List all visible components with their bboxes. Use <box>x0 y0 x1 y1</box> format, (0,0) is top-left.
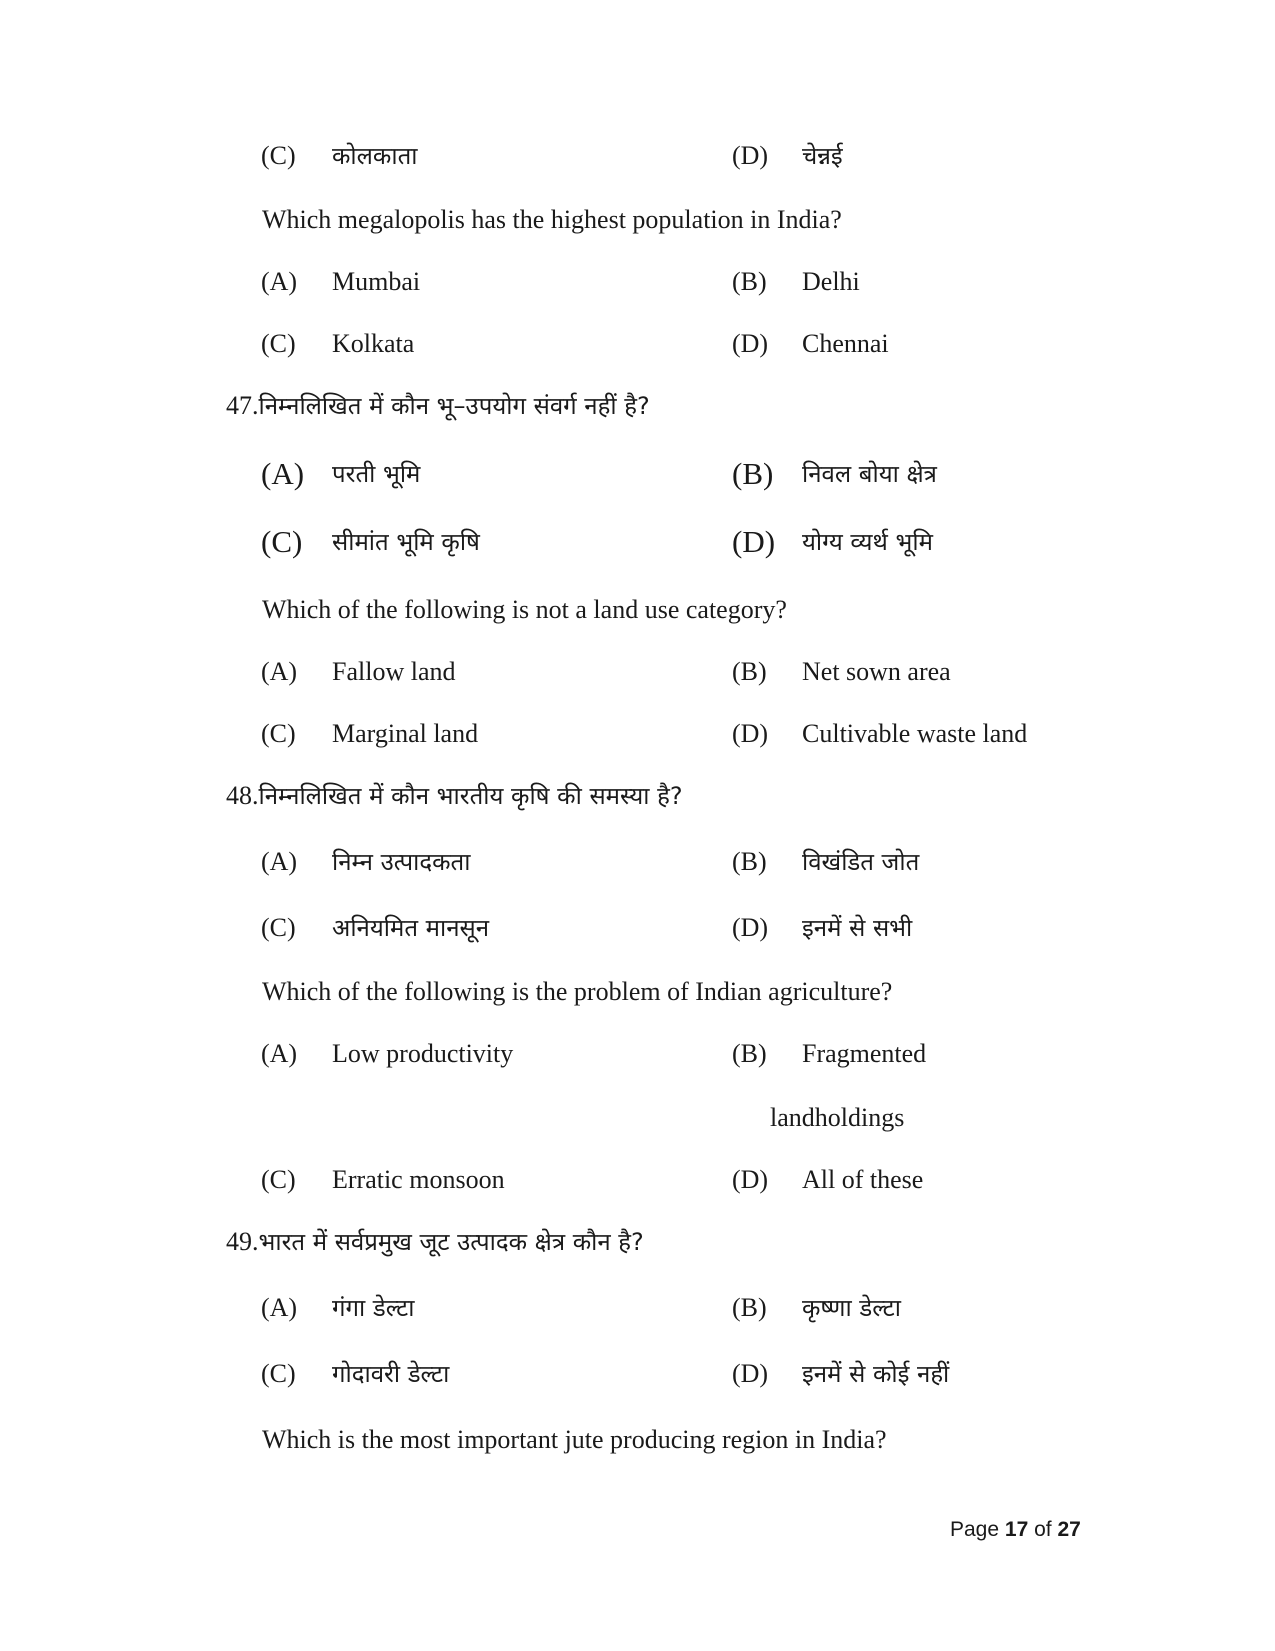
option-label: (C) <box>261 913 296 942</box>
option-text: Delhi <box>802 267 860 296</box>
option-text: Fallow land <box>332 657 456 686</box>
option-text: All of these <box>802 1165 924 1194</box>
option-text: Marginal land <box>332 719 479 748</box>
option-label: (A) <box>261 456 305 491</box>
page-footer <box>950 1517 1081 1543</box>
option-text: Chennai <box>802 329 889 358</box>
option-label: (C) <box>261 1165 296 1194</box>
question-text-english: Which megalopolis has the highest population in India? <box>262 205 842 234</box>
option-text: इनमें से कोई नहीं <box>802 1360 950 1388</box>
option-text: Erratic monsoon <box>332 1165 505 1194</box>
option-text: Net sown area <box>802 657 951 686</box>
option-label: (C) <box>261 1359 296 1388</box>
question-text-english: Which of the following is not a land use category? <box>262 595 787 624</box>
option-label: (C) <box>261 524 303 559</box>
option-label: (C) <box>261 329 296 358</box>
question-47-hindi <box>226 390 650 422</box>
option-label: (A) <box>261 267 298 296</box>
question-49-hindi <box>226 1226 644 1258</box>
option-label: (D) <box>732 913 769 942</box>
option-text: Low productivity <box>332 1039 514 1068</box>
option-text: निम्न उत्पादकता <box>332 848 471 876</box>
option-text: Fragmented <box>802 1039 927 1068</box>
option-label: (D) <box>732 1359 769 1388</box>
option-label: (D) <box>732 524 776 559</box>
option-text: Mumbai <box>332 267 421 296</box>
option-text: निवल बोया क्षेत्र <box>802 460 937 488</box>
option-label: (B) <box>732 847 767 876</box>
question-text-hindi: भारत में सर्वप्रमुख जूट उत्पादक क्षेत्र कौन है? <box>258 1228 644 1256</box>
total-pages-number: 27 <box>1057 1518 1081 1541</box>
current-page-number: 17 <box>1004 1518 1029 1541</box>
of-word: of <box>1034 1518 1052 1541</box>
option-text: चेन्नई <box>802 142 843 170</box>
option-text-continued: landholdings <box>770 1103 905 1132</box>
question-number: 47. <box>226 391 259 420</box>
question-text-hindi: निम्नलिखित में कौन भारतीय कृषि की समस्या है? <box>258 782 683 810</box>
option-label: (D) <box>732 141 769 170</box>
option-label: (A) <box>261 1293 298 1322</box>
option-label: (D) <box>732 329 769 358</box>
option-text: Cultivable waste land <box>802 719 1028 748</box>
option-label: (C) <box>261 719 296 748</box>
option-text: कृष्णा डेल्टा <box>802 1294 901 1322</box>
option-text: परती भूमि <box>332 460 421 488</box>
page-word: Page <box>950 1518 1000 1541</box>
option-text: गंगा डेल्टा <box>332 1294 415 1322</box>
option-text: योग्य व्यर्थ भूमि <box>802 528 933 556</box>
question-text-english: Which of the following is the problem of Indian agriculture? <box>262 977 893 1006</box>
option-text: इनमें से सभी <box>802 914 913 942</box>
option-label: (B) <box>732 267 767 296</box>
question-number: 49. <box>226 1227 259 1256</box>
option-label: (A) <box>261 657 298 686</box>
option-label: (B) <box>732 1293 767 1322</box>
option-text: सीमांत भूमि कृषि <box>332 528 480 556</box>
option-label: (B) <box>732 1039 767 1068</box>
option-text: विखंडित जोत <box>802 848 920 876</box>
option-text: कोलकाता <box>332 142 418 170</box>
option-label: (B) <box>732 456 774 491</box>
option-label: (A) <box>261 847 298 876</box>
option-label: (D) <box>732 719 769 748</box>
option-label: (C) <box>261 141 296 170</box>
option-label: (D) <box>732 1165 769 1194</box>
question-48-hindi <box>226 780 683 812</box>
option-text: Kolkata <box>332 329 415 358</box>
option-label: (A) <box>261 1039 298 1068</box>
option-text: गोदावरी डेल्टा <box>332 1360 450 1388</box>
question-text-hindi: निम्नलिखित में कौन भू–उपयोग संवर्ग नहीं है? <box>258 392 650 420</box>
option-label: (B) <box>732 657 767 686</box>
question-text-english: Which is the most important jute producing region in India? <box>262 1425 887 1454</box>
option-text: अनियमित मानसून <box>332 914 490 942</box>
question-number: 48. <box>226 781 259 810</box>
